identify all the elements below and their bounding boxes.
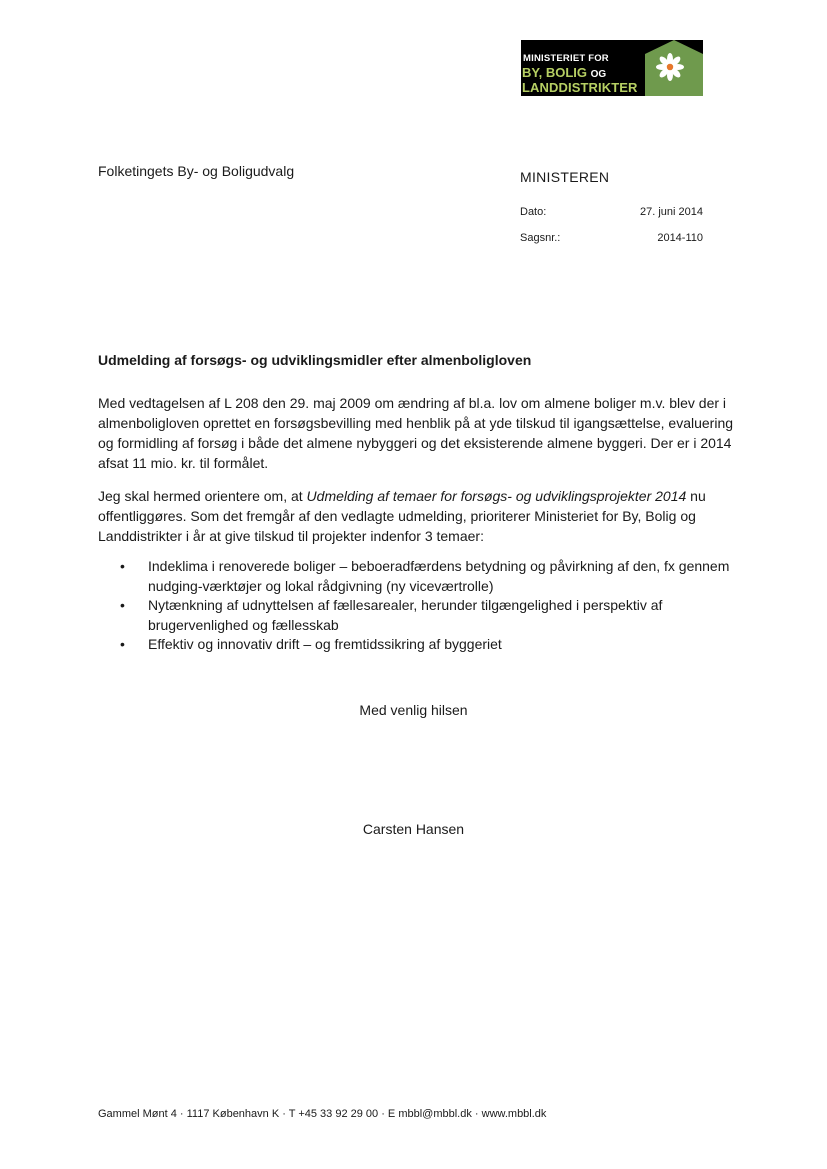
list-item-text: Effektiv og innovativ drift – og fremtidssikring af byggeriet <box>148 636 502 652</box>
recipient: Folketingets By- og Boligudvalg <box>98 163 295 179</box>
date-label: Dato: <box>520 206 547 218</box>
sender-title: MINISTEREN <box>520 169 610 185</box>
house-flower-icon <box>645 40 703 96</box>
case-number-value: 2014-110 <box>657 232 703 244</box>
list-item-text: Indeklima i renoverede boliger – beboeradfærdens betydning og påvirkning af den, fx gennem nudging-værktøjer og lokal rådgivning (ny viceværtrolle) <box>148 558 730 594</box>
date-value: 27. juni 2014 <box>640 206 703 218</box>
theme-list <box>98 557 738 655</box>
list-item-text: Nytænkning af udnyttelsen af fællesarealer, herunder tilgængelighed i perspektiv af brugervenlighed og fællesskab <box>148 597 663 633</box>
logo-line-2 <box>522 65 606 80</box>
bullet-icon: • <box>120 558 125 574</box>
paragraph-2-start: Jeg skal hermed orientere om, at <box>98 488 307 504</box>
logo-line-1: MINISTERIET FOR <box>523 53 609 64</box>
ministry-logo <box>521 40 703 96</box>
paragraph-2-end: nu offentliggøres. Som det fremgår af den vedlagte udmelding, prioriterer Ministeriet for By, Bolig og Landdistrikter i år at give tilskud til projekter indenfor 3 temaer: <box>98 488 706 544</box>
letter-subject: Udmelding af forsøgs- og udviklingsmidler efter almenboligloven <box>98 352 532 368</box>
paragraph-2 <box>98 486 738 546</box>
bullet-icon: • <box>120 597 125 613</box>
list-item <box>98 635 738 655</box>
logo-og: OG <box>590 69 607 80</box>
logo-line-2-text: BY, BOLIG <box>522 65 588 80</box>
signature-name: Carsten Hansen <box>362 821 465 837</box>
logo-line-3: LANDDISTRIKTER <box>522 80 638 95</box>
case-number-label: Sagsnr.: <box>520 232 561 244</box>
list-item <box>98 596 738 635</box>
bullet-icon: • <box>120 636 125 652</box>
list-item <box>98 557 738 596</box>
footer-contact: Gammel Mønt 4 · 1117 København K · T +45 33 92 29 00 · E mbbl@mbbl.dk · www.mbbl.dk <box>98 1108 547 1120</box>
publication-title: Udmelding af temaer for forsøgs- og udviklingsprojekter 2014 <box>306 488 687 504</box>
closing-salutation: Med venlig hilsen <box>359 702 468 718</box>
paragraph-1: Med vedtagelsen af L 208 den 29. maj 2009 om ændring af bl.a. lov om almene boliger m.v. blev der i almenboligloven oprettet en forsøgsbevilling med henblik på at yde tilskud til igangsættelse, evaluering og formidling af forsøg i både det almene nybyggeri og det eksisterende almene byggeri. Der er i 2014 afsat 11 mio. kr. til formålet. <box>98 395 734 471</box>
